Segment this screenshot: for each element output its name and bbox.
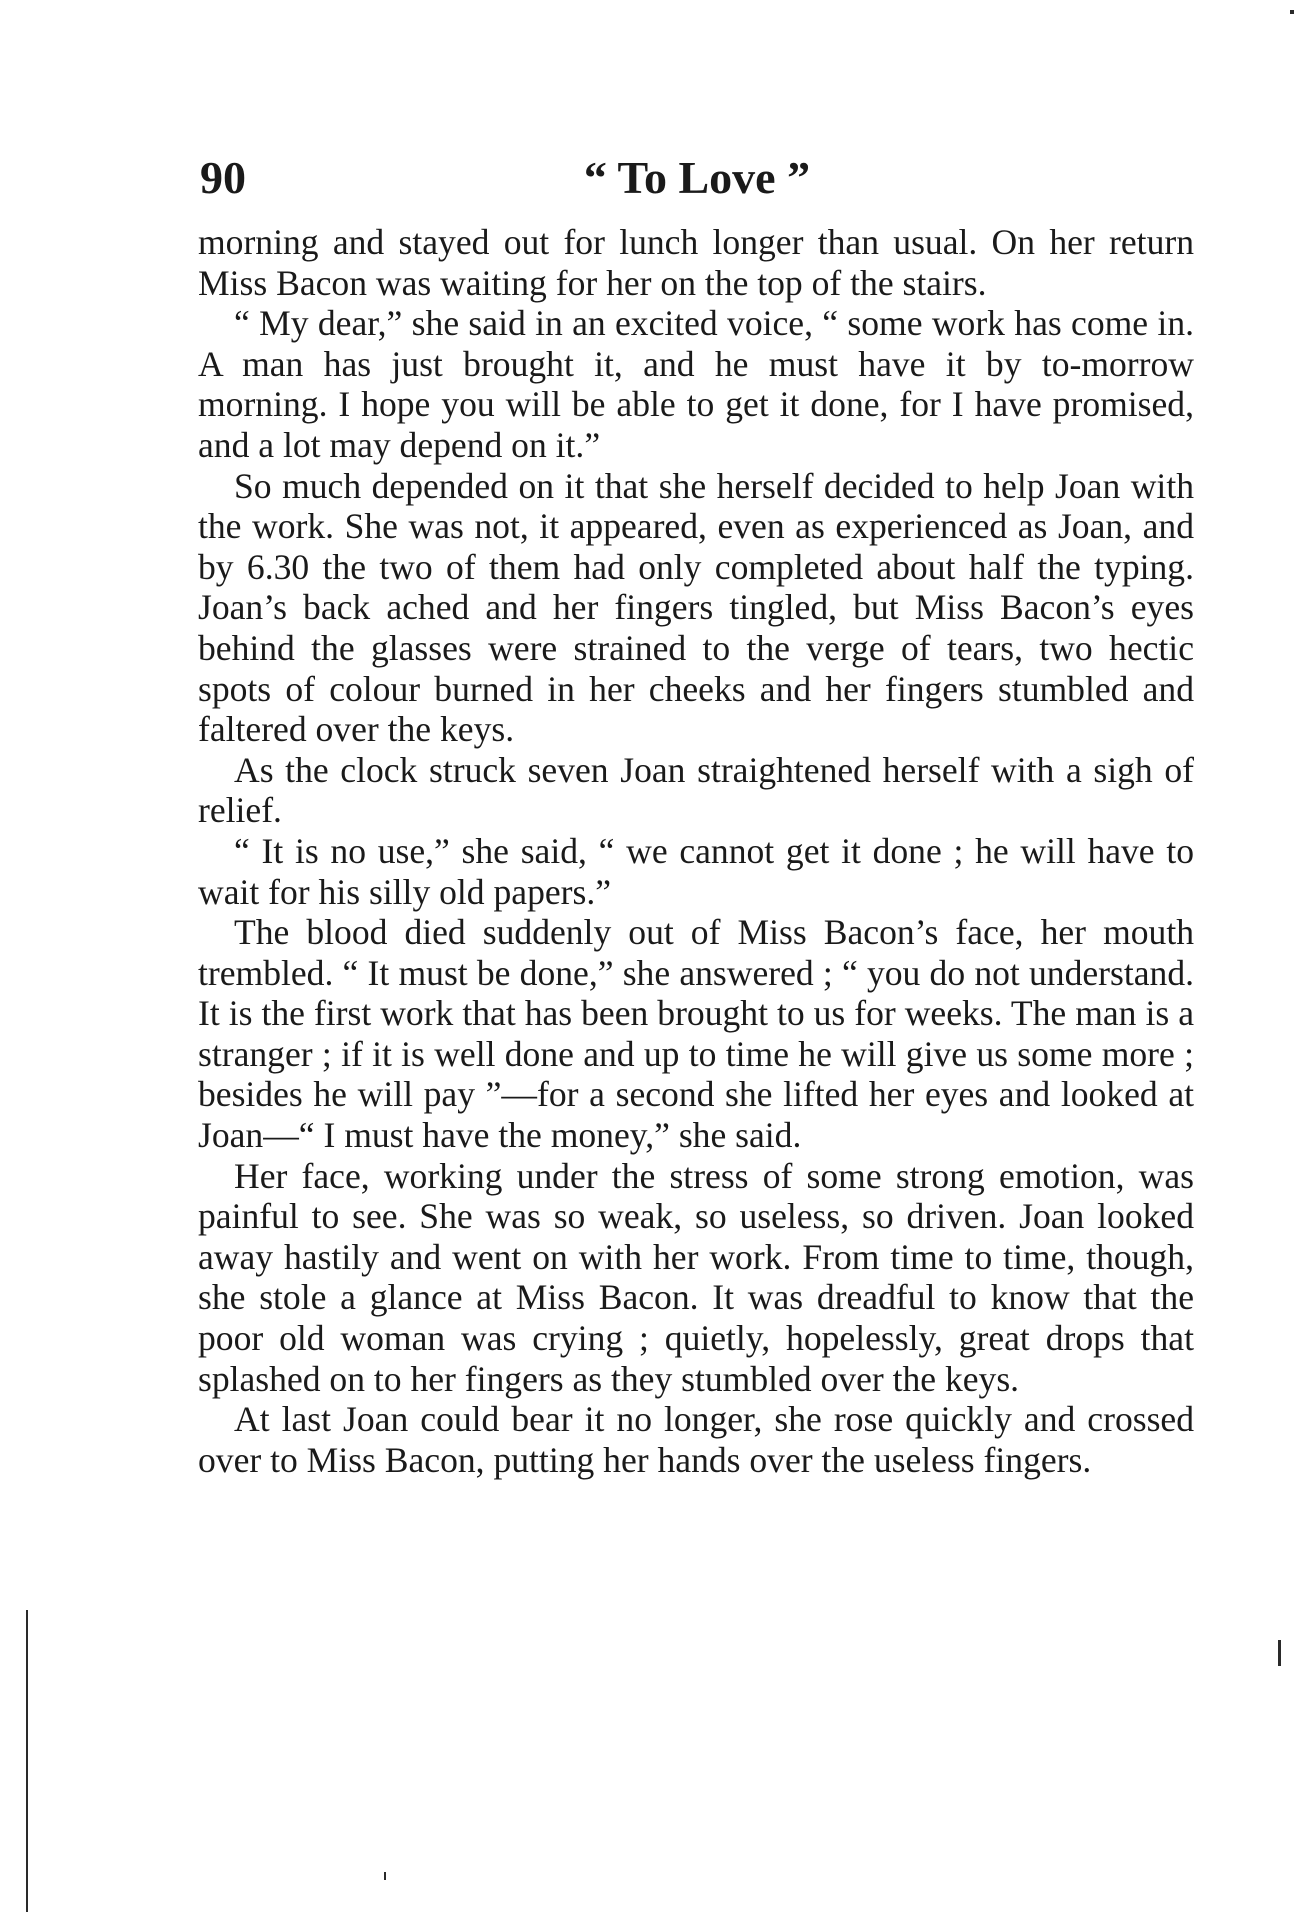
page-number: 90 (200, 152, 246, 203)
paragraph: So much depended on it that she herself decided to help Joan with the work. She was not, it appeared, even as experienced as Joan, and by 6.30 the two of them had only completed about half the typing. Joan’s back ached and her fingers tingled, but Miss Bacon’s eyes behind the glasses were strained to the verge of tears, two hectic spots of colour burned in her cheeks and her fingers stumbled and faltered over the keys. (198, 465, 1194, 750)
scan-speck (384, 1872, 386, 1880)
scan-margin-line (26, 1610, 28, 1912)
running-title: “ To Love ” (583, 152, 811, 203)
paragraph: morning and stayed out for lunch longer than usual. On her return Miss Bacon was waiting for her on the top of the stairs. (198, 222, 1194, 303)
scan-speck (1290, 10, 1294, 14)
paragraph: As the clock struck seven Joan straightened herself with a sigh of relief. (198, 749, 1194, 831)
paragraph: “ It is no use,” she said, “ we cannot get it done ; he will have to wait for his silly old papers.” (198, 830, 1194, 912)
paragraph: “ My dear,” she said in an excited voice, “ some work has come in. A man has just brought it, and he must have it by to-morrow morning. I hope you will be able to get it done, for I have promised, and a lot may depend on it.” (198, 303, 1194, 465)
body-text (198, 222, 1194, 1480)
paragraph: Her face, working under the stress of some strong emotion, was painful to see. She was so weak, so useless, so driven. Joan looked away hastily and went on with her work. From time to time, though, she stole a glance at Miss Bacon. It was dreadful to know that the poor old woman was crying ; quietly, hopelessly, great drops that splashed on to her fingers as they stumbled over the keys. (198, 1155, 1194, 1399)
paragraph: The blood died suddenly out of Miss Bacon’s face, her mouth trembled. “ It must be done,” she answered ; “ you do not understand. It is the first work that has been brought to us for weeks. The man is a stranger ; if it is well done and up to time he will give us some more ; besides he will pay ”—for a second she lifted her eyes and looked at Joan—“ I must have the money,” she said. (198, 912, 1194, 1156)
paragraph: At last Joan could bear it no longer, she rose quickly and crossed over to Miss Bacon, putting her hands over the useless fingers. (198, 1399, 1194, 1480)
page-header (200, 148, 1194, 208)
scan-margin-mark (1278, 1640, 1281, 1666)
